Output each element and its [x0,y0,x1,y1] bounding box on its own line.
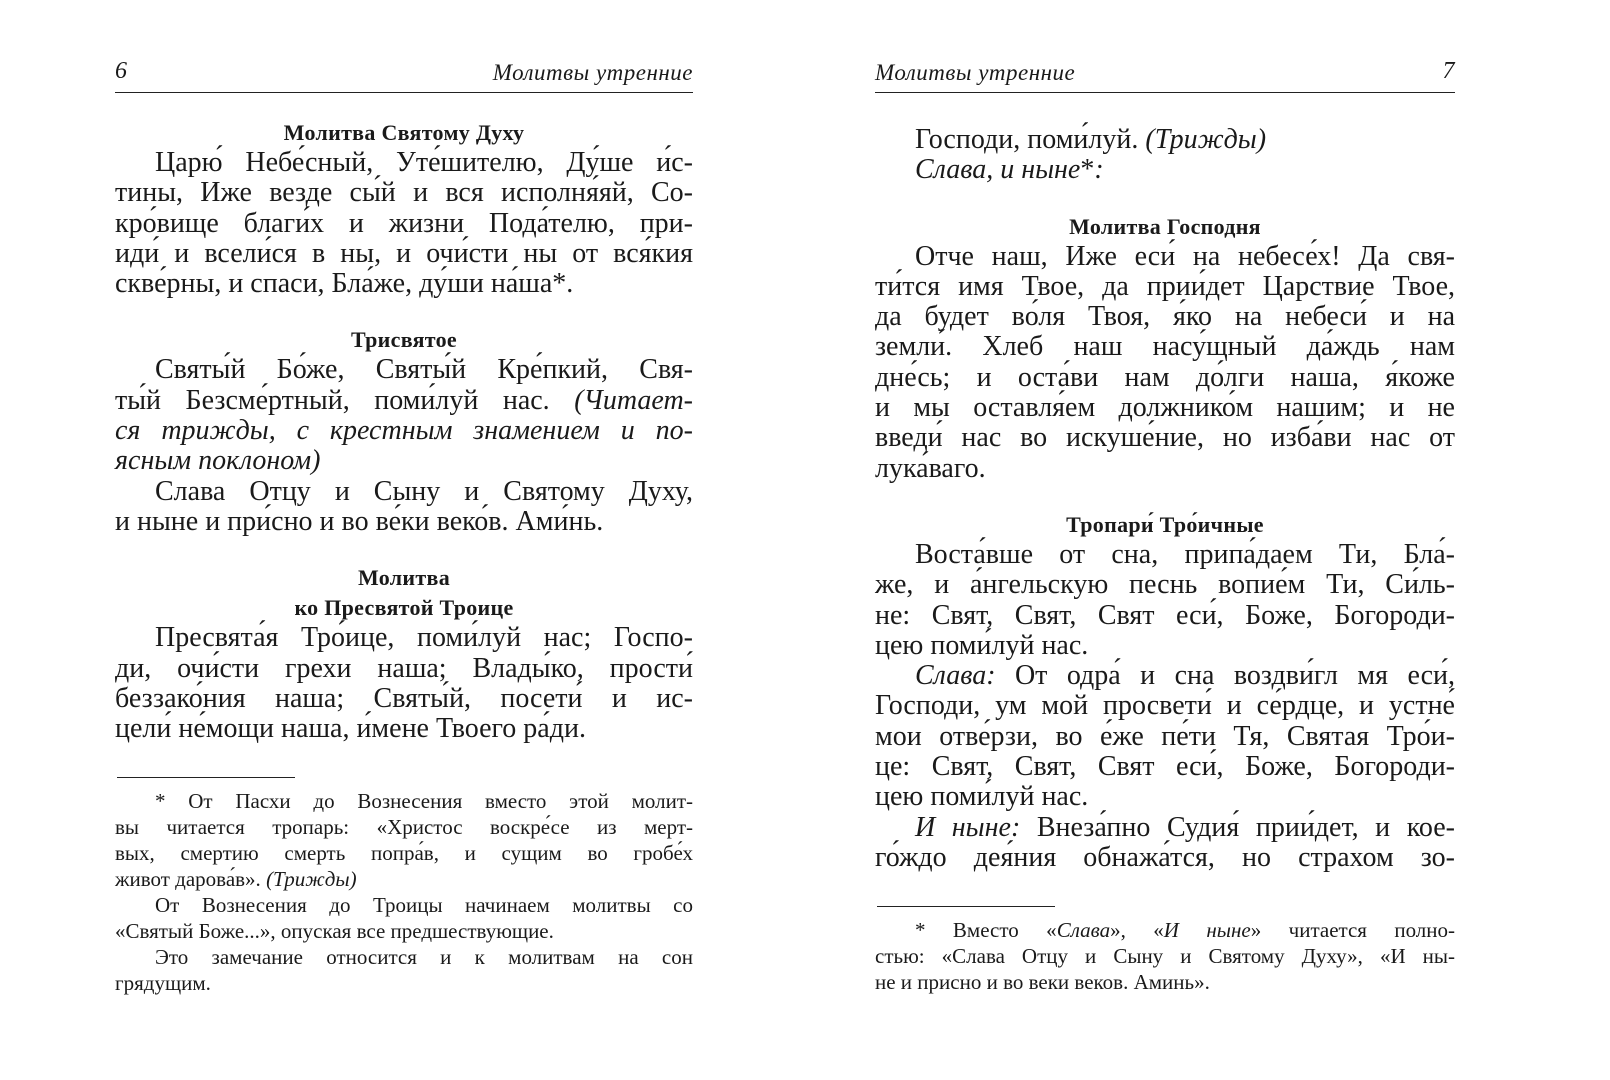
text-line [875,242,1455,272]
text-line [115,355,693,385]
text-line [115,623,693,653]
section-heading: Молитва [358,565,450,591]
page-number: 6 [115,58,128,84]
footnote [115,944,693,996]
footnote-line [875,943,1455,969]
paragraph [115,148,693,299]
paragraph [875,155,1455,185]
italic-text: И ныне [1163,918,1251,943]
section-heading: Молитва Святому Духу [283,120,525,145]
text-line [875,661,1455,691]
text-segment: Господи, ум мой просвети́ и се́рдце, и устне́ [875,690,1455,722]
text-segment: цею поми́луй нас. [875,629,1089,661]
text-segment: грядущим. [115,971,211,996]
text-segment: От одра́ и сна воздви́гл мя еси́, [995,660,1455,692]
text-segment: го́ждо дея́ния обнажа́тся, но страхом зо- [875,841,1455,873]
italic-text: ся трижды, с крестным знамением и по- [115,415,693,447]
text-segment: да будет во́ля Твоя, я́ко на небеси́ и на [875,301,1455,333]
text-line [875,155,1455,185]
italic-text: (Читает- [574,384,693,416]
text-segment: ты́й Безсме́ртный, поми́луй нас. [115,384,575,416]
text-segment: * [1080,154,1095,186]
text-segment: Пресвята́я Тро́ице, поми́луй нас; Госпо- [155,622,693,654]
text-segment: живот дарова́в». [115,867,267,892]
text-segment: скве́рны, и спаси, Бла́же, ду́ши на́ша*. [115,268,574,300]
footnote-divider [117,777,295,778]
text-segment: Царю́ Небе́сный, Уте́шителю, Ду́ше и́с- [155,147,693,178]
text-segment: вых, смертию смерть попра́в, и сущим во гробе́х [115,841,693,866]
section-heading: Молитва Господня [1069,213,1261,239]
italic-text: Слава [1056,918,1111,943]
text-line [875,570,1455,600]
italic-text: (Трижды) [266,867,357,892]
text-line [875,540,1455,570]
footnote-line [875,969,1455,995]
text-segment: не: Свят, Свят, Свят еси́, Боже, Богороди- [875,599,1455,631]
text-segment: не и присно и во веки веков. Аминь». [875,970,1210,995]
page-header [115,56,693,93]
paragraph [875,125,1455,155]
text-segment: тины, Иже везде сы́й и вся исполня́яй, Со- [115,177,693,209]
text-line [115,714,693,744]
text-line [115,148,693,178]
italic-text: И ныне: [915,811,1021,843]
paragraph [115,355,693,476]
text-segment: «Святый Боже...», опуская все предшествующие. [115,919,554,944]
text-segment: це: Свят, Свят, Свят еси́, Боже, Богороди- [875,751,1455,783]
italic-text: Слава: [915,660,996,692]
footnote-line [115,944,693,970]
text-segment: мои отве́рзи, во е́же пе́ти Тя, Святая Тро́и- [875,720,1455,752]
text-line [115,386,693,416]
text-line [115,654,693,684]
paragraph [115,477,693,538]
text-segment: Это замечание относится и к молитвам на сон [155,945,693,970]
section-heading: ко Пресвятой Троице [294,595,514,621]
text-segment: цели́ не́мощи наша, и́мене Твоего ра́ди. [115,713,586,745]
text-line [875,813,1455,843]
italic-text: (Трижды) [1145,124,1267,155]
text-segment: цею поми́луй нас. [875,781,1089,813]
footnote [115,892,693,944]
footnote-line [115,814,693,840]
text-segment: лука́ваго. [875,452,986,484]
text-line [875,691,1455,721]
footnote-line [115,970,693,996]
text-line [875,125,1455,155]
text-line [875,631,1455,661]
text-line [875,272,1455,302]
text-line [875,782,1455,812]
text-segment: * От Пасхи до Вознесения вместо этой молит- [155,789,693,814]
text-segment: Святы́й Бо́же, Святы́й Кре́пкий, Свя- [155,354,693,386]
text-segment: Отче наш, Иже еси́ на небесе́х! Да свя- [915,240,1455,272]
text-segment: иди́ и всели́ся в ны, и очи́сти ны от вся́кия [115,237,693,269]
text-segment: ти́тся имя Твое, да прии́дет Царствие Твое, [875,270,1455,302]
text-segment: ди, очи́сти грехи наша; Влады́ко, прости́ [115,652,693,684]
text-segment: Господи, поми́луй. [915,124,1146,155]
text-segment: стью: «Слава Отцу и Сыну и Святому Духу», «И ны- [875,944,1455,969]
text-line [875,423,1455,453]
text-segment: От Вознесения до Троицы начинаем молитвы со [155,893,693,918]
text-line [875,393,1455,423]
paragraph [875,242,1455,484]
text-segment: земли́. Хлеб наш насу́щный да́ждь нам [875,331,1455,363]
text-segment: и ныне и при́сно и во ве́ки веко́в. Ами́нь. [115,505,604,537]
text-line [115,269,693,299]
text-segment: же, и а́нгельскую песнь вопие́м Ти, Си́ль- [875,569,1455,601]
text-line [115,477,693,507]
footnote-line [115,840,693,866]
footnote [115,788,693,892]
text-segment: вы читается тропарь: «Христос воскре́се из мерт- [115,815,693,840]
paragraph [875,661,1455,812]
text-segment: кро́вище благи́х и жизни Пода́телю, при- [115,207,693,239]
text-line [875,601,1455,631]
page-body [875,125,1455,995]
text-segment: » читается полно- [1250,918,1456,943]
footnote-line [115,866,693,892]
footnote-line [115,788,693,814]
running-head: Молитвы утренние [492,60,693,85]
text-segment: », « [1110,918,1164,943]
section-heading: Трисвятое [351,327,457,353]
text-line [875,843,1455,873]
footnote-divider [877,906,1055,907]
text-segment: Воста́вше от сна, припа́даем Ти, Бла́- [915,538,1455,570]
text-segment: Слава Отцу и Сыну и Святому Духу, [155,475,693,507]
text-segment: и мы оставля́ем должнико́м нашим; и не [875,392,1455,424]
italic-text: Слава, и ныне [915,154,1081,186]
text-segment: дне́сь; и оста́ви нам до́лги наша, я́коже [875,361,1455,393]
running-head: Молитвы утренние [875,60,1076,85]
italic-text: ясным поклоном) [115,445,321,477]
text-line [875,722,1455,752]
text-segment: введи́ нас во искуше́ние, но изба́ви нас от [875,422,1455,454]
paragraph [875,813,1455,874]
text-segment: * Вместо « [915,918,1057,943]
text-segment: Внеза́пно Судия́ прии́дет, и кое- [1020,811,1456,843]
text-line [115,178,693,208]
footnote [875,917,1455,995]
page-header [875,56,1455,93]
footnote-line [115,918,693,944]
page-body [115,118,693,996]
text-line [115,239,693,269]
text-segment: беззако́ния наша; Святы́й, посети́ и ис- [115,682,693,714]
italic-text: : [1094,154,1104,186]
text-line [115,507,693,537]
text-line [875,363,1455,393]
text-line [115,684,693,714]
text-line [115,209,693,239]
page-number: 7 [1442,58,1455,84]
text-line [115,416,693,446]
paragraph [115,623,693,744]
text-line [875,332,1455,362]
text-line [875,302,1455,332]
footnote-line [875,917,1455,943]
text-line [115,446,693,476]
section-heading: Тропари́ Тро́ичные [1066,511,1264,537]
footnote-line [115,892,693,918]
paragraph [875,540,1455,661]
text-line [875,454,1455,484]
text-line [875,752,1455,782]
